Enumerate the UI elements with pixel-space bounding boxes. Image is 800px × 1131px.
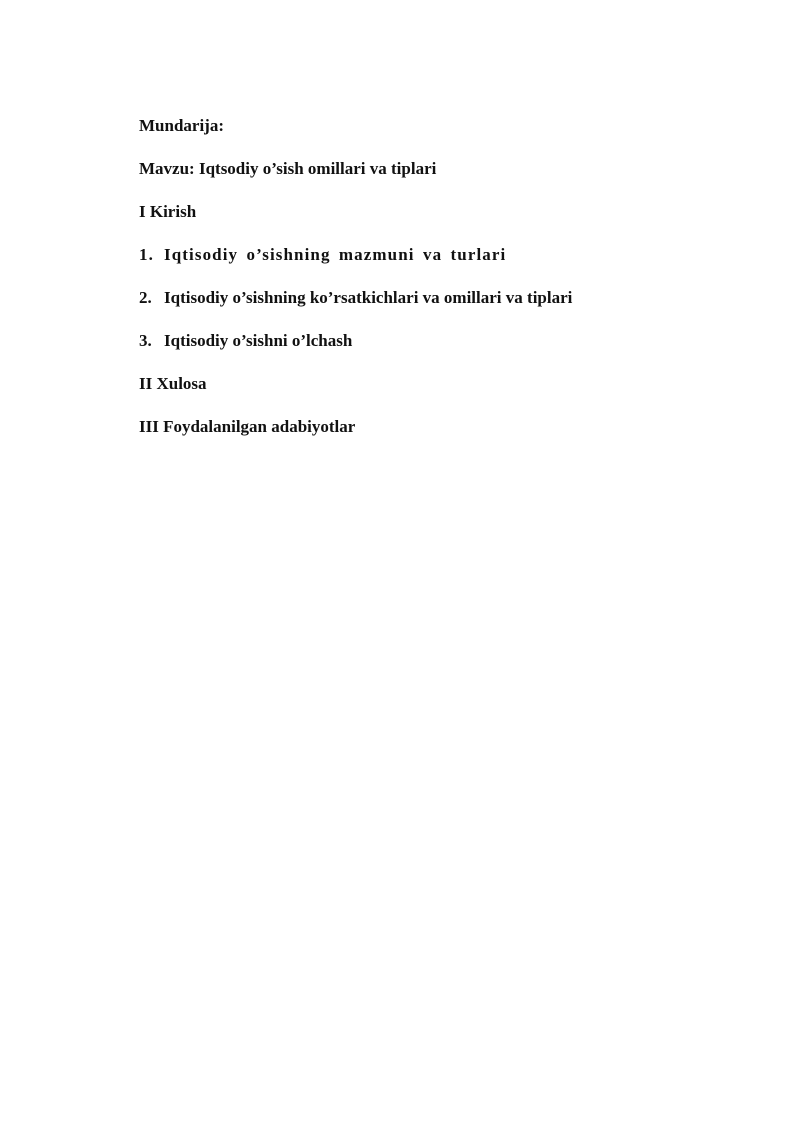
toc-item-2 (139, 286, 759, 329)
toc-heading: Mundarija: (139, 116, 224, 135)
toc-item-number: 1. (139, 245, 154, 264)
toc-item-3 (139, 329, 759, 372)
table-of-contents (139, 114, 759, 458)
toc-item-text: Iqtisodiy o’sishni o’lchash (164, 331, 353, 350)
toc-references: III Foydalanilgan adabiyotlar (139, 417, 356, 436)
toc-item-text: Iqtisodiy o’sishning mazmuni va turlari (164, 245, 507, 264)
toc-item-1 (139, 243, 759, 286)
topic-title: Mavzu: Iqtsodiy o’sish omillari va tiplari (139, 159, 437, 178)
toc-item-number: 3. (139, 331, 152, 350)
toc-item-text: Iqtisodiy o’sishning ko’rsatkichlari va omillari va tiplari (164, 288, 573, 307)
toc-intro: I Kirish (139, 202, 197, 221)
toc-conclusion: II Xulosa (139, 374, 207, 393)
toc-item-number: 2. (139, 288, 152, 307)
